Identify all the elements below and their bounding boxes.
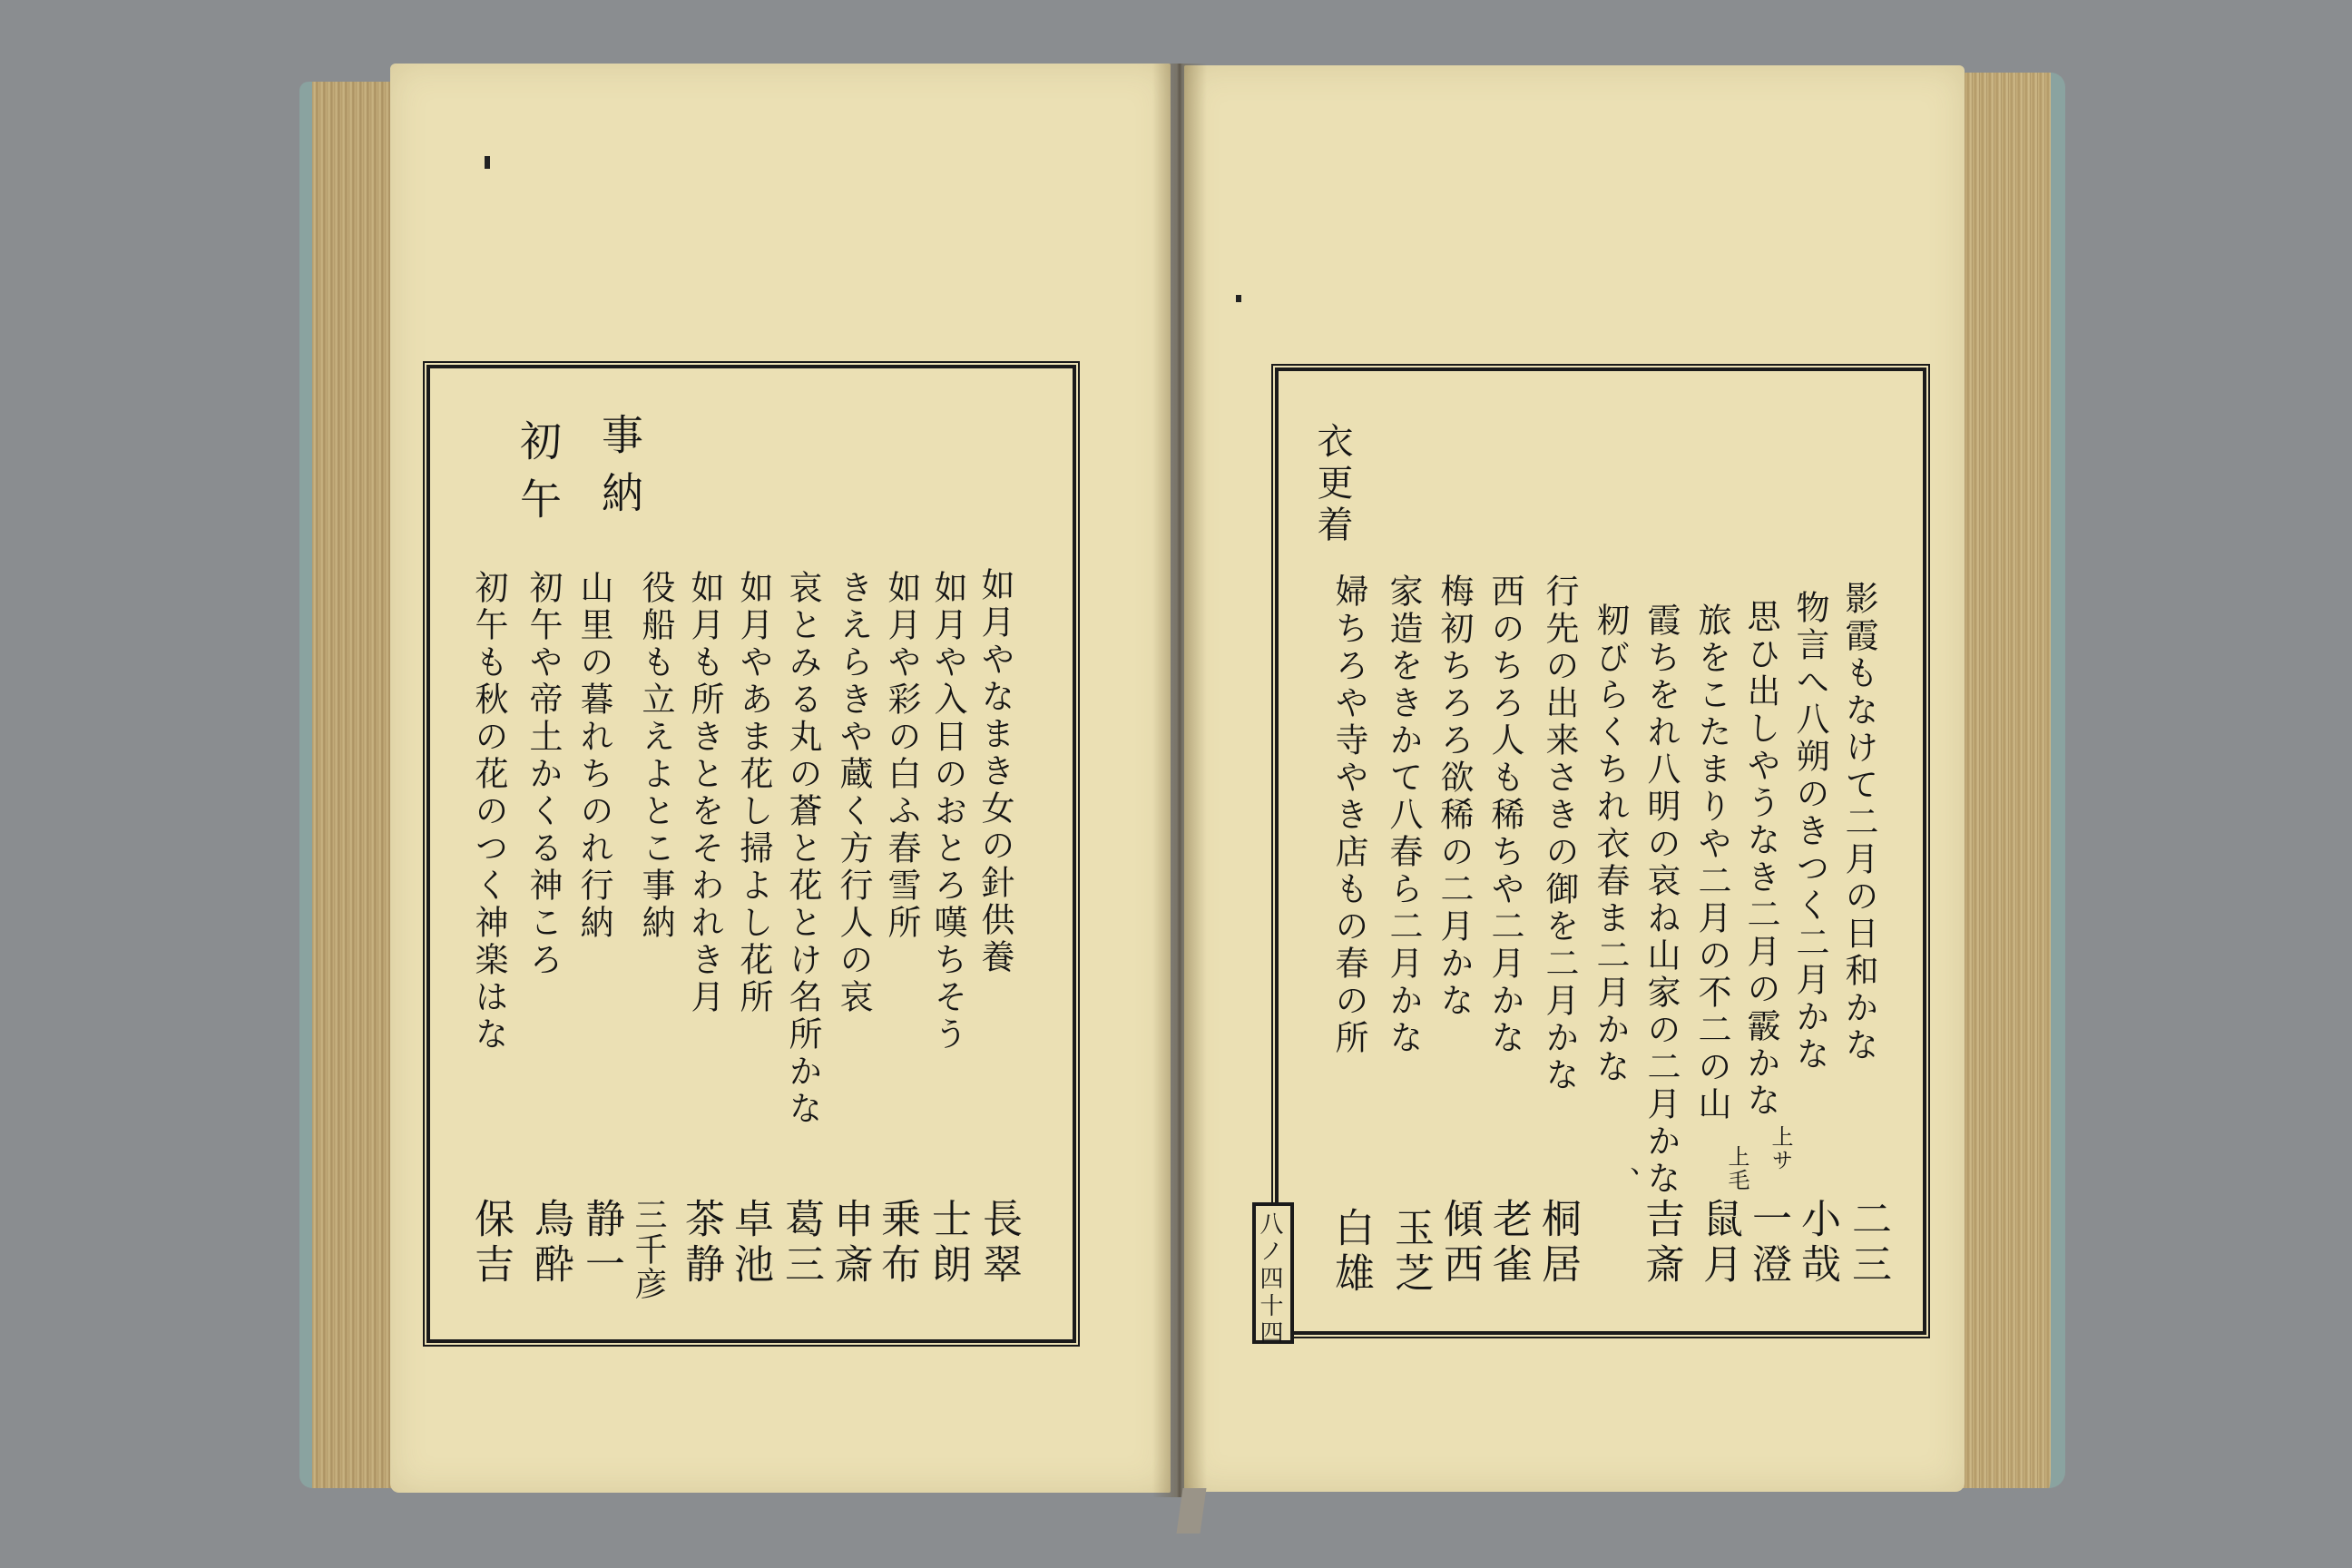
poem: 婦ちろや寺やき店もの春の所 [1329, 573, 1368, 1057]
poet-prefix: 上毛 [1724, 1145, 1749, 1192]
folio-number: 八ノ四十四 [1256, 1211, 1283, 1348]
poem: 役船も立えよとこ事納 [636, 570, 675, 942]
poem: 霞ちをれ八明の哀ね山家の二月かな [1642, 603, 1681, 1198]
poem: 山里の暮れちのれ行納 [574, 570, 613, 942]
poem: 影霞もなけて二月の日和かな [1839, 581, 1878, 1064]
section-title: 衣更着 [1311, 422, 1353, 547]
poet-mark: 、 [1607, 1166, 1642, 1200]
poem: 行先の出来さきの御を二月かな [1540, 573, 1579, 1094]
poem: 旅をこたまりや二月の不二の山 [1692, 603, 1731, 1123]
folio-box [1252, 1202, 1294, 1348]
poet-name: 白雄 [1328, 1207, 1374, 1298]
poem: 西のちろ人も稀ちや二月かな [1485, 573, 1524, 1057]
poem: きえらきや蔵く方行人の哀 [834, 570, 873, 1016]
poem: 如月やなまき女の針供養 [975, 567, 1014, 976]
poem: 籾びらくちれ衣春ま二月かな [1591, 603, 1630, 1086]
poet-name: 玉芝 [1387, 1207, 1434, 1298]
poet-name: 鼠月 [1696, 1198, 1742, 1289]
poem: 如月や彩の白ふ春雪所 [882, 570, 921, 942]
poet-name: 一澄 [1745, 1198, 1791, 1289]
poem: 如月やあま花し掃よし花所 [734, 570, 773, 1016]
margin-mark [485, 156, 490, 169]
poet-name: 吉斎 [1638, 1198, 1684, 1289]
poet-name: 静一 [578, 1198, 624, 1289]
poet-name: 長翠 [975, 1198, 1022, 1289]
margin-mark [1236, 295, 1241, 302]
poet-prefix: 上サ [1768, 1125, 1793, 1172]
poet-name: 桐居 [1534, 1198, 1581, 1289]
bookmark-ribbon [1176, 1488, 1206, 1534]
book-edge-right [1951, 73, 2065, 1488]
poet-name: 保吉 [467, 1198, 514, 1289]
section-title-line: 初午 [514, 419, 563, 535]
poem: 物言へ八朔のきつく二月かな [1790, 590, 1829, 1073]
book-gutter [1152, 64, 1207, 1497]
poem: 初午も秋の花のつく神楽はな [469, 570, 508, 1054]
poet-name: 申斎 [827, 1198, 873, 1289]
poet-name: 士朗 [925, 1198, 971, 1289]
poem: 如月や入日のおとろ嘆ちそう [928, 570, 967, 1054]
section-title-line: 事納 [595, 413, 644, 529]
poem: 哀とみる丸の蒼と花とけ名所かな [783, 570, 822, 1128]
poet-name: 傾西 [1436, 1198, 1483, 1289]
poet-name: 乗布 [874, 1198, 920, 1289]
poet-name: 老雀 [1485, 1198, 1532, 1289]
poet-name: 小哉 [1794, 1198, 1840, 1289]
poet-name: 茶静 [678, 1198, 724, 1289]
poem: 如月も所きとをそわれき月 [685, 570, 724, 1016]
poet-name: 葛三 [778, 1198, 824, 1289]
poet-name: 三千彦 [630, 1198, 667, 1301]
poem: 初午や帝土かくる神ころ [524, 570, 563, 979]
poet-name: 二三 [1845, 1198, 1891, 1289]
poem: 梅初ちろろ欲稀の二月かな [1435, 573, 1474, 1020]
poet-name: 卓池 [727, 1198, 773, 1289]
poem: 家造をきかて八春ら二月かな [1384, 573, 1423, 1057]
poem: 思ひ出しやうなき二月の霰かな [1741, 599, 1780, 1120]
poet-name: 鳥酔 [527, 1198, 573, 1289]
